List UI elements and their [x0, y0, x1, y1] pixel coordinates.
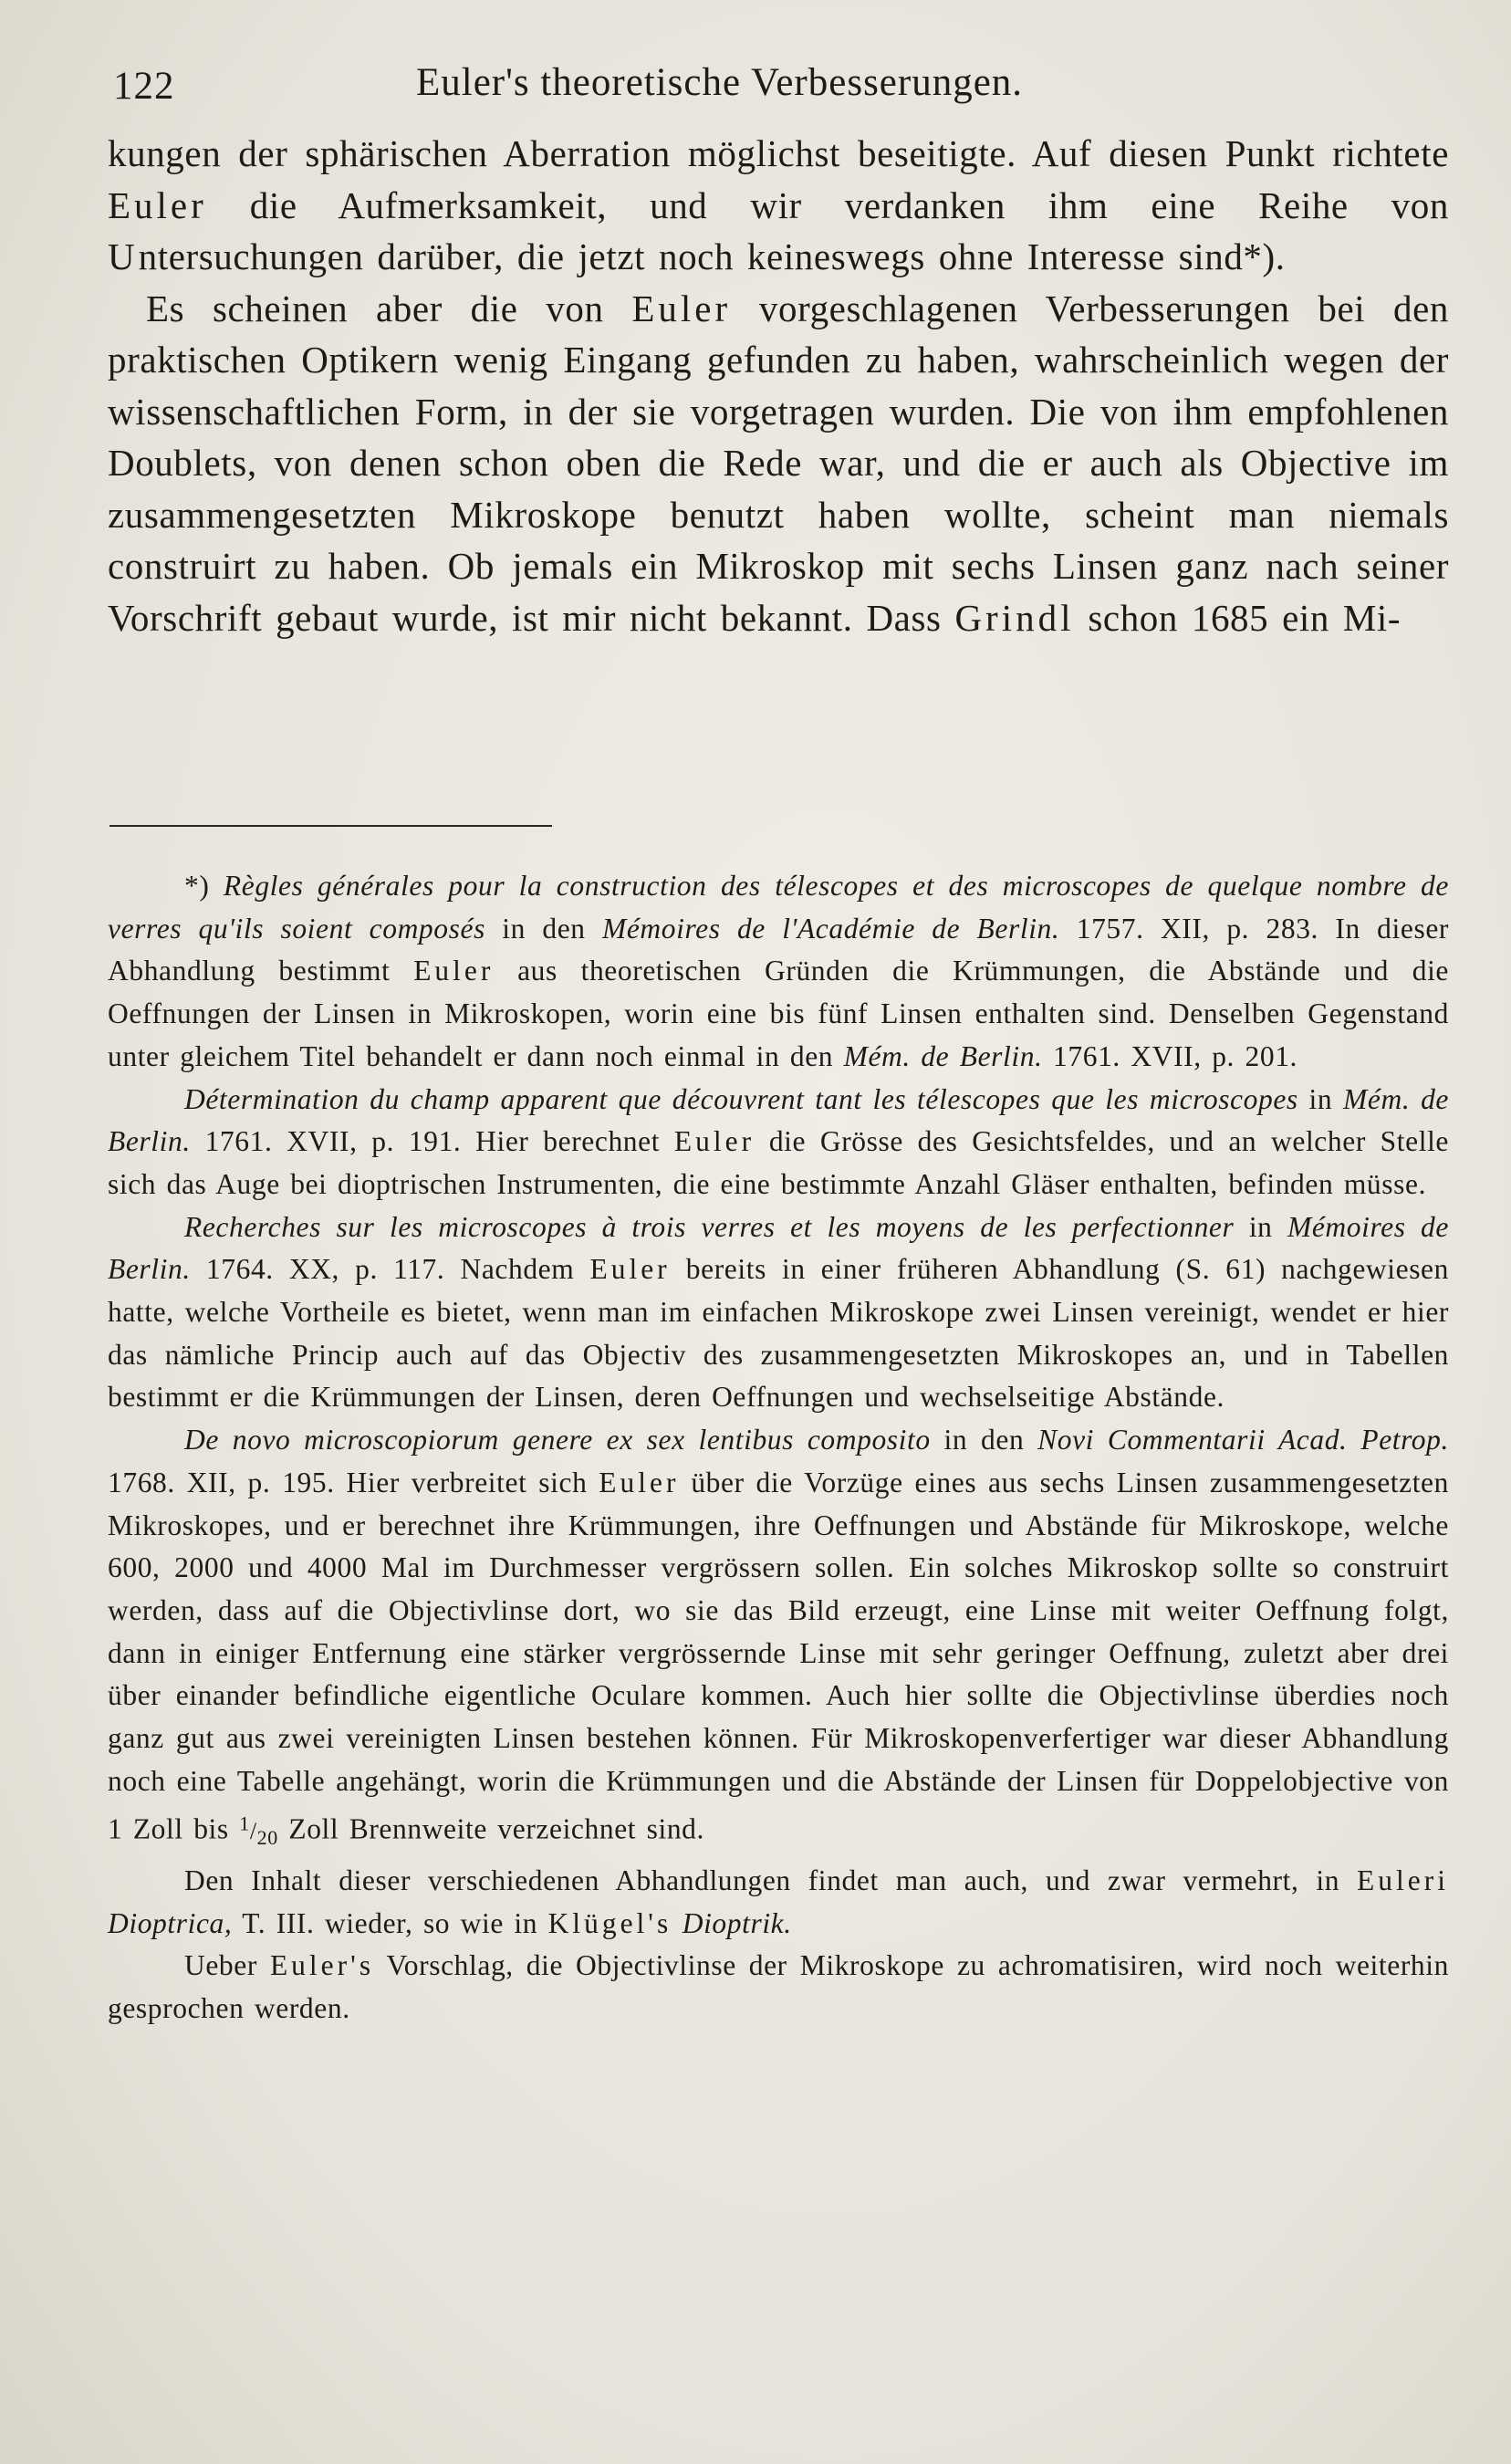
footnotes	[108, 865, 1449, 2031]
footnote-4: De novo microscopiorum genere ex sex lentibus composito in den Novi Commentarii Acad. Petrop. 1768. XII, p. 195. Hier verbreitet sich Euler über die Vorzüge eines aus sechs Linsen zusammengesetzten Mikroskopes, und er berechnet ihre Krümmungen, ihre Oeffnungen und Abstände für Mikroskope, welche 600, 2000 und 4000 Mal im Durchmesser vergrössern sollen. Ein solches Mikroskop sollte so construirt werden, dass auf die Objectivlinse dort, wo sie das Bild erzeugt, eine Linse mit weiter Oeffnung folgt, dann in einiger Entfernung eine stärker vergrössernde Linse mit sehr geringer Oeffnung, zuletzt aber drei über einander befindliche eigentliche Oculare kommen. Auch hier sollte die Objectivlinse überdies noch ganz gut aus zwei vereinigten Linsen bestehen können. Für Mikroskopenverfertiger war dieser Abhandlung noch eine Tabelle angehängt, worin die Krümmungen und die Abstände der Linsen für Doppelobjective von 1 Zoll bis $^1/_{20}$ Zoll Brennweite verzeichnet sind.	[108, 1424, 1449, 1850]
author-name: Grindl	[954, 596, 1075, 639]
author-name: Euler	[413, 955, 495, 987]
footnote-divider	[109, 825, 552, 827]
footnote-2: Détermination du champ apparent que découvrent tant les télescopes que les microscopes in Mém. de Berlin. 1761. XVII, p. 191. Hier berechnet Euler die Grösse des Gesichtsfeldes, und an welcher Stelle sich das Auge bei dioptrischen Instrumenten, die eine bestimmte Anzahl Gläser enthalten, befinden müsse.	[108, 1082, 1449, 1200]
author-name: Euleri	[1357, 1864, 1449, 1897]
page-number: 122	[113, 65, 175, 108]
footnote-5: Den Inhalt dieser verschiedenen Abhandlungen findet man auch, und zwar vermehrt, in Euleri Dioptrica, T. III. wieder, so wie in Klügel's Dioptrik.	[108, 1864, 1449, 1939]
author-name: Euler	[589, 1253, 671, 1286]
journal-name: Mémoires de Berlin.	[108, 1210, 1449, 1286]
author-name: Klügel's	[547, 1906, 672, 1939]
fraction: $^1/_{20}$	[239, 1811, 278, 1850]
work-title: De novo microscopiorum genere ex sex lentibus composito	[184, 1424, 931, 1456]
author-name: Euler	[631, 287, 732, 329]
work-title: Dioptrik.	[682, 1906, 792, 1939]
work-title: Détermination du champ apparent que découvrent tant les télescopes que les microscopes	[184, 1082, 1298, 1115]
page-header	[108, 57, 1449, 120]
work-title: Recherches sur les microscopes à trois verres et les moyens de les perfectionner	[184, 1210, 1235, 1243]
footnote-marker: *)	[184, 870, 224, 902]
author-name: Euler	[599, 1466, 680, 1498]
footnote-6: Ueber Euler's Vorschlag, die Objectivlinse der Mikroskope zu achromatisiren, wird noch weiterhin gesprochen werden.	[108, 1949, 1449, 2025]
author-name: Euler's	[269, 1949, 375, 1982]
journal-name: Mém. de Berlin.	[843, 1039, 1043, 1072]
work-title: Dioptrica,	[108, 1906, 233, 1939]
author-name: Euler	[673, 1125, 756, 1158]
work-title: Règles générales pour la construction des télescopes et des microscopes de quelque nombre de verres qu'ils soient composés	[108, 870, 1449, 945]
main-text	[108, 128, 1449, 643]
journal-name: Mémoires de l'Académie de Berlin.	[602, 912, 1060, 945]
paragraph-2: Es scheinen aber die von Euler vorgeschlagenen Verbesserungen bei den praktischen Optikern wenig Eingang gefunden zu haben, wahrscheinlich wegen der wissenschaftlichen Form, in der sie vorgetragen wurden. Die von ihm empfohlenen Doublets, von denen schon oben die Rede war, und die er auch als Objective im zusammengesetzten Mikroskope benutzt haben wollte, scheint man niemals construirt zu haben. Ob jemals ein Mikroskop mit sechs Linsen ganz nach seiner Vorschrift gebaut wurde, ist mir nicht bekannt. Dass Grindl schon 1685 ein Mi-	[108, 287, 1449, 639]
journal-name: Novi Commentarii Acad. Petrop.	[1037, 1424, 1449, 1456]
author-name: Euler	[108, 183, 207, 226]
journal-name: Mém. de Berlin.	[108, 1082, 1449, 1158]
running-title: Euler's theoretische Verbesserungen.	[416, 61, 1024, 104]
footnote-1: *) Règles générales pour la construction des télescopes et des microscopes de quelque nombre de verres qu'ils soient composés in den Mémoires de l'Académie de Berlin. 1757. XII, p. 283. In dieser Abhandlung bestimmt Euler aus theoretischen Gründen die Krümmungen, die Abstände und die Oeffnungen der Linsen in Mikroskopen, worin eine bis fünf Linsen enthalten sind. Denselben Gegenstand unter gleichem Titel behandelt er dann noch einmal in den Mém. de Berlin. 1761. XVII, p. 201.	[108, 870, 1450, 1072]
footnote-3: Recherches sur les microscopes à trois verres et les moyens de les perfectionner in Mémoires de Berlin. 1764. XX, p. 117. Nachdem Euler bereits in einer früheren Abhandlung (S. 61) nachgewiesen hatte, welche Vortheile es bietet, wenn man im einfachen Mikroskope zwei Linsen vereinigt, wendet er hier das nämliche Princip auch auf das Objectiv des zusammengesetzten Mikroskopes an, und in Tabellen bestimmt er die Krümmungen der Linsen, deren Oeffnungen und wechselseitige Abstände.	[108, 1210, 1449, 1414]
paragraph-1: kungen der sphärischen Aberration möglichst beseitigte. Auf diesen Punkt richtete Euler die Aufmerksamkeit, und wir verdanken ihm eine Reihe von Untersuchungen darüber, die jetzt noch keineswegs ohne Interesse sind*).	[108, 132, 1449, 277]
